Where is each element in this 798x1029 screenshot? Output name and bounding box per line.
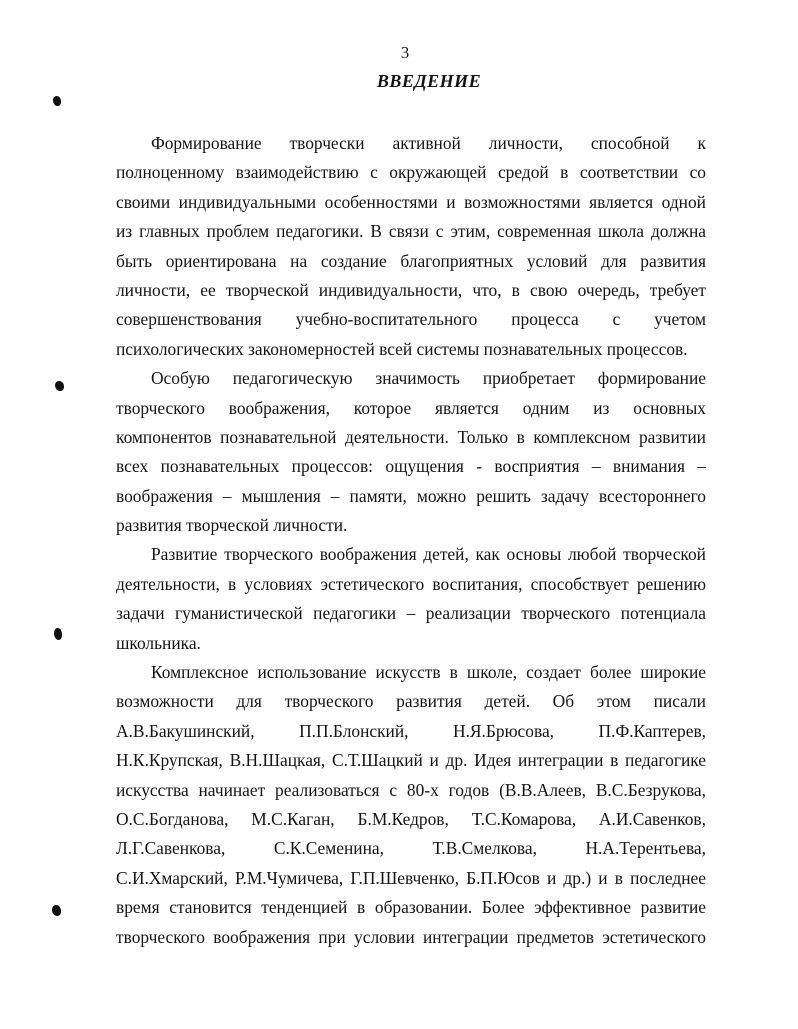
text-line: компонентов познавательной деятельности. Только в комплексном развитии <box>116 426 706 447</box>
paragraph <box>116 658 706 952</box>
text-line: задачи гуманистической педагогики – реализации творческого потенциала <box>116 603 706 624</box>
text-line: из главных проблем педагогики. В связи с этим, современная школа должна <box>116 221 706 242</box>
text-line: Развитие творческого воображения детей, как основы любой творческой <box>151 544 706 565</box>
paragraph <box>116 540 706 658</box>
scan-speck <box>55 381 64 391</box>
text-line: деятельности, в условиях эстетического воспитания, способствует решению <box>116 573 706 594</box>
page-number: 3 <box>400 43 410 62</box>
scan-speck <box>53 96 61 106</box>
text-line: творческого воображения, которое является одним из основных <box>116 397 706 418</box>
text-line: всех познавательных процессов: ощущения - восприятия – внимания – <box>116 456 706 477</box>
body-text <box>116 129 706 952</box>
text-line: Н.К.Крупская, В.Н.Шацкая, С.Т.Шацкий и др. Идея интеграции в педагогике <box>116 750 706 771</box>
text-line: Особую педагогическую значимость приобретает формирование <box>151 368 706 389</box>
text-line: Комплексное использование искусств в школе, создает более широкие <box>151 662 706 683</box>
text-line: школьника. <box>116 632 201 653</box>
text-line: психологических закономерностей всей системы познавательных процессов. <box>116 338 688 359</box>
text-line: А.В.Бакушинский, П.П.Блонский, Н.Я.Брюсова, П.Ф.Каптерев, <box>116 720 706 741</box>
text-line: время становится тенденцией в образовании. Более эффективное развитие <box>116 897 706 918</box>
text-line: воображения – мышления – памяти, можно решить задачу всестороннего <box>116 485 706 506</box>
paragraph <box>116 364 706 540</box>
scan-speck <box>54 628 62 640</box>
text-line: искусства начинает реализоваться с 80-х годов (В.В.Алеев, В.С.Безрукова, <box>116 779 706 800</box>
scan-speck <box>52 905 61 916</box>
text-line: возможности для творческого развития детей. Об этом писали <box>116 691 706 712</box>
text-line: С.И.Хмарский, Р.М.Чумичева, Г.П.Шевченко, Б.П.Юсов и др.) и в последнее <box>116 867 706 888</box>
text-line: совершенствования учебно-воспитательного процесса с учетом <box>116 309 706 330</box>
text-line: творческого воображения при условии интеграции предметов эстетического <box>116 926 706 947</box>
text-line: развития творческой личности. <box>116 515 348 536</box>
text-line: личности, ее творческой индивидуальности, что, в свою очередь, требует <box>116 279 706 300</box>
paragraph <box>116 129 706 364</box>
text-line: Формирование творчески активной личности, способной к <box>151 133 706 153</box>
text-line: быть ориентирована на создание благоприятных условий для развития <box>116 250 706 271</box>
text-line: О.С.Богданова, М.С.Каган, Б.М.Кедров, Т.С.Комарова, А.И.Савенков, <box>116 808 706 829</box>
page-title: ВВЕДЕНИЕ <box>376 71 482 91</box>
text-line: своими индивидуальными особенностями и возможностями является одной <box>116 191 706 212</box>
text-line: полноценному взаимодействию с окружающей средой в соответствии со <box>116 162 706 183</box>
text-line: Л.Г.Савенкова, С.К.Семенина, Т.В.Смелкова, Н.А.Терентьева, <box>116 838 706 859</box>
